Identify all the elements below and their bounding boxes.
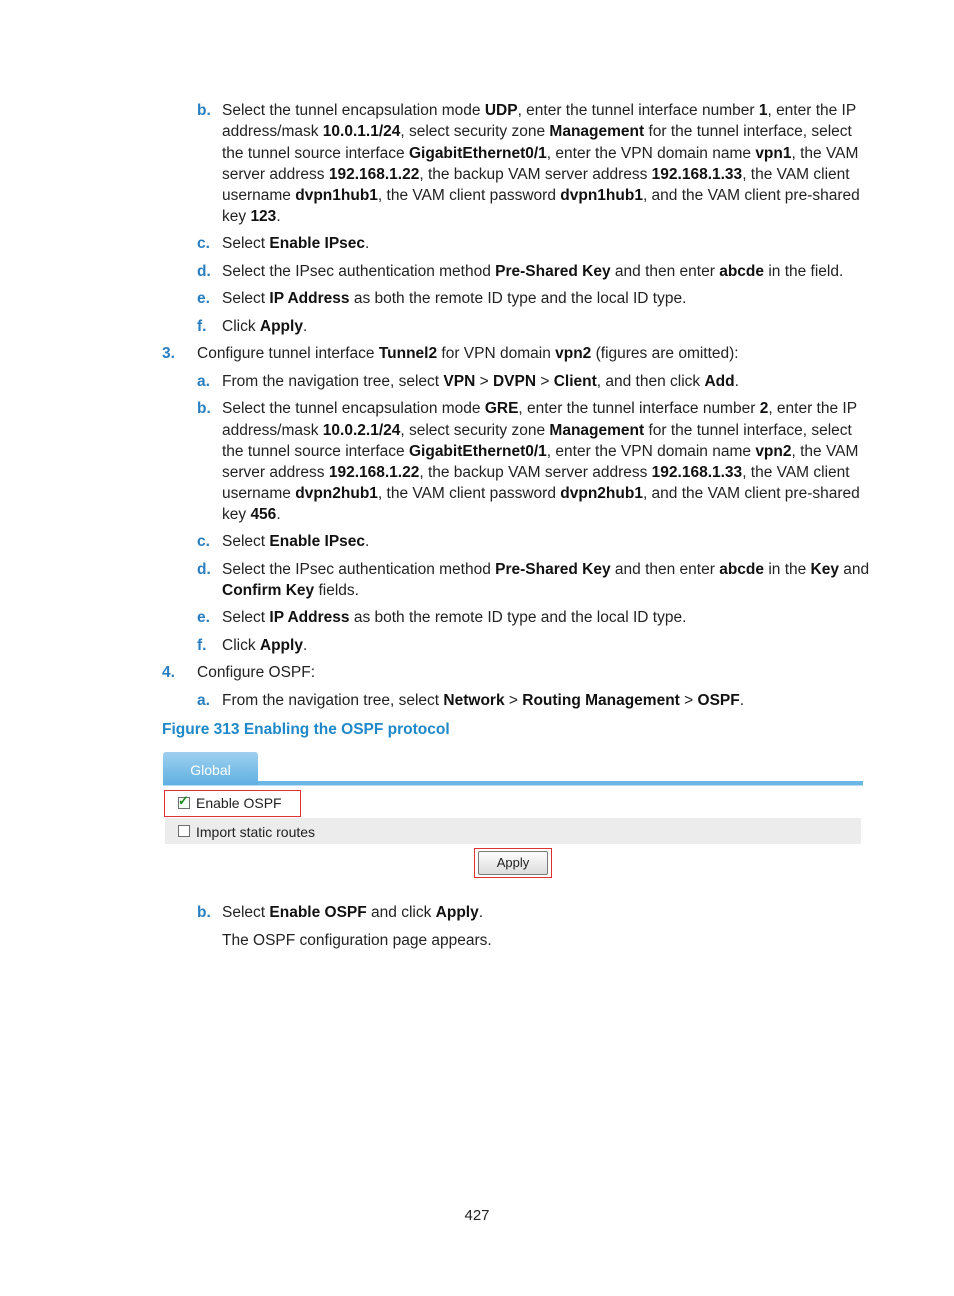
paragraph-line: Select Enable IPsec. [222, 533, 370, 550]
bold-term: dvpn2hub1 [560, 485, 643, 502]
bold-term: Routing Management [522, 692, 680, 709]
bold-term: 2 [759, 400, 769, 417]
bold-term: Key [810, 561, 839, 578]
paragraph-line: Select IP Address as both the remote ID type and the local ID type. [222, 609, 687, 626]
bold-term: Network [443, 692, 505, 709]
bold-term: dvpn1hub1 [295, 187, 378, 204]
tab-bar-divider [163, 785, 863, 786]
page-number: 427 [464, 1207, 490, 1224]
paragraph-line: Select the IPsec authentication method Pre-Shared Key and then enter abcde in the Key and [222, 561, 870, 578]
bold-term: OSPF [697, 692, 740, 709]
bold-term: abcde [719, 561, 765, 578]
list-marker: d. [197, 263, 211, 280]
bold-term: VPN [443, 373, 476, 390]
list-marker: b. [197, 400, 211, 417]
import-static-row [165, 818, 861, 844]
bold-term: IP Address [269, 609, 350, 626]
paragraph-line: Select the tunnel encapsulation mode UDP, enter the tunnel interface number 1, enter the IP [222, 102, 857, 119]
list-marker: 4. [162, 664, 175, 681]
bold-term: dvpn1hub1 [560, 187, 643, 204]
paragraph-line: Click Apply. [222, 318, 308, 335]
bold-term: 123 [250, 208, 277, 225]
bold-term: dvpn2hub1 [295, 485, 378, 502]
list-marker: f. [197, 637, 207, 654]
paragraph-line: Confirm Key fields. [222, 582, 359, 599]
paragraph-line: Select Enable IPsec. [222, 235, 370, 252]
list-marker: f. [197, 318, 207, 335]
bold-term: IP Address [269, 290, 350, 307]
list-marker: c. [197, 235, 210, 252]
list-marker: 3. [162, 345, 175, 362]
paragraph-line: The OSPF configuration page appears. [222, 932, 492, 949]
list-marker: e. [197, 290, 210, 307]
paragraph-line: Select IP Address as both the remote ID type and the local ID type. [222, 290, 687, 307]
bold-term: Add [704, 373, 735, 390]
bold-term: Apply [435, 904, 479, 921]
paragraph-line: From the navigation tree, select Network > Routing Management > OSPF. [222, 692, 745, 709]
import-static-checkbox[interactable] [178, 825, 190, 837]
bold-term: Enable IPsec [269, 533, 366, 550]
paragraph-line: Select the IPsec authentication method Pre-Shared Key and then enter abcde in the field. [222, 263, 844, 280]
bold-term: vpn1 [755, 145, 792, 162]
paragraph-line: Configure OSPF: [197, 664, 316, 681]
paragraph-line: key 123. [222, 208, 281, 225]
bold-term: 192.168.1.33 [651, 166, 743, 183]
bold-term: abcde [719, 263, 765, 280]
ospf-figure [163, 750, 863, 880]
paragraph-line: the tunnel source interface GigabitEthernet0/1, enter the VPN domain name vpn1, the VAM [222, 145, 859, 162]
list-marker: c. [197, 533, 210, 550]
bold-term: 192.168.1.22 [328, 464, 420, 481]
figure-caption: Figure 313 Enabling the OSPF protocol [162, 721, 450, 738]
checkmark-icon: ✓ [178, 793, 189, 808]
bold-term: Management [549, 123, 645, 140]
bold-term: Enable IPsec [269, 235, 366, 252]
import-static-label: Import static routes [196, 824, 316, 840]
bold-term: 192.168.1.33 [651, 464, 743, 481]
paragraph-line: From the navigation tree, select VPN > DVPN > Client, and then click Add. [222, 373, 739, 390]
paragraph-line: Select the tunnel encapsulation mode GRE, enter the tunnel interface number 2, enter the IP [222, 400, 858, 417]
bold-term: Management [549, 422, 645, 439]
paragraph-line: username dvpn1hub1, the VAM client password dvpn1hub1, and the VAM client pre-shared [222, 187, 860, 204]
enable-ospf-label: Enable OSPF [196, 795, 282, 811]
bold-term: 10.0.1.1/24 [322, 123, 401, 140]
bold-term: Enable OSPF [269, 904, 367, 921]
list-marker: e. [197, 609, 210, 626]
bold-term: UDP [484, 102, 518, 119]
bold-term: vpn2 [755, 443, 792, 460]
bold-term: Apply [259, 318, 303, 335]
bold-term: GRE [484, 400, 519, 417]
bold-term: Client [553, 373, 597, 390]
highlight-box [164, 790, 301, 817]
paragraph-line: server address 192.168.1.22, the backup VAM server address 192.168.1.33, the VAM client [222, 464, 850, 481]
paragraph-line: server address 192.168.1.22, the backup VAM server address 192.168.1.33, the VAM client [222, 166, 850, 183]
bold-term: 192.168.1.22 [328, 166, 420, 183]
list-marker: a. [197, 373, 210, 390]
paragraph-line: Select Enable OSPF and click Apply. [222, 904, 484, 921]
paragraph-line: Click Apply. [222, 637, 308, 654]
paragraph-line: username dvpn2hub1, the VAM client password dvpn2hub1, and the VAM client pre-shared [222, 485, 860, 502]
paragraph-line: key 456. [222, 506, 281, 523]
list-marker: b. [197, 102, 211, 119]
list-marker: a. [197, 692, 210, 709]
apply-button[interactable]: Apply [478, 851, 548, 875]
bold-term: DVPN [492, 373, 537, 390]
paragraph-line: address/mask 10.0.1.1/24, select security zone Management for the tunnel interface, select [222, 123, 852, 140]
bold-term: 10.0.2.1/24 [322, 422, 401, 439]
bold-term: GigabitEthernet0/1 [408, 443, 547, 460]
bold-term: GigabitEthernet0/1 [408, 145, 547, 162]
bold-term: Pre-Shared Key [495, 561, 611, 578]
bold-term: vpn2 [555, 345, 592, 362]
bold-term: Tunnel2 [378, 345, 438, 362]
paragraph-line: Configure tunnel interface Tunnel2 for VPN domain vpn2 (figures are omitted): [197, 345, 739, 362]
list-marker: b. [197, 904, 211, 921]
list-marker: d. [197, 561, 211, 578]
tab-global[interactable]: Global [163, 752, 258, 785]
bold-term: 1 [758, 102, 768, 119]
bold-term: Confirm Key [222, 582, 315, 599]
paragraph-line: address/mask 10.0.2.1/24, select security zone Management for the tunnel interface, select [222, 422, 852, 439]
bold-term: 456 [250, 506, 277, 523]
paragraph-line: the tunnel source interface GigabitEthernet0/1, enter the VPN domain name vpn2, the VAM [222, 443, 859, 460]
bold-term: Pre-Shared Key [495, 263, 611, 280]
bold-term: Apply [259, 637, 303, 654]
